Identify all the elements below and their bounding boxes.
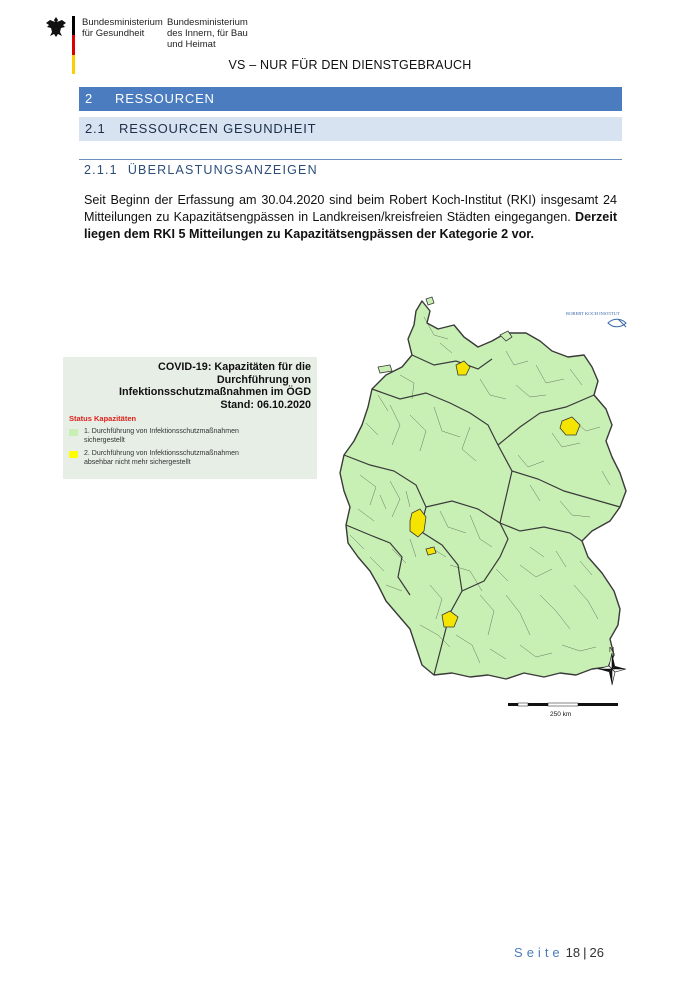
body-bold-statement: Derzeit liegen dem RKI 5 Mitteilungen zu Kapazitätsengpässen der Kategorie 2 vor. xyxy=(84,210,618,241)
section-heading-2-1-1: 2.1.1 ÜBERLASTUNGSANZEIGEN xyxy=(84,163,318,177)
section-heading-2-1: 2.1 RESSOURCEN GESUNDHEIT xyxy=(79,117,622,141)
total-pages: 26 xyxy=(589,945,604,960)
heading-divider xyxy=(79,159,622,160)
classification-label: VS – NUR FÜR DEN DIENSTGEBRAUCH xyxy=(228,58,472,72)
scale-bar xyxy=(508,703,618,706)
page-number: 18 xyxy=(565,945,581,960)
north-label: N xyxy=(609,647,615,654)
legend-swatch-yellow xyxy=(69,451,78,458)
legend-item-sichergestellt: 1. Durchführung von Infektionsschutzmaßnahmen sichergestellt xyxy=(69,428,311,445)
legend-title: COVID-19: Kapazitäten für die Durchführung von Infektionsschutzmaßnahmen im ÖGD Stand: 06.10.2020 xyxy=(119,361,311,411)
legend-status-label: Status Kapazitäten xyxy=(69,414,137,423)
body-paragraph: Seit Beginn der Erfassung am 30.04.2020 sind beim Robert Koch-Institut (RKI) insgesamt 24 Mitteilungen zu Kapazitätsengpässen in Landkreisen/kreisfreien Städten eingegangen. Derzeit liegen dem RKI 5 Mitteilungen zu Kapazitätsengpässen der Kategorie 2 vor. xyxy=(84,193,618,241)
map-legend xyxy=(63,357,317,479)
germany-outline xyxy=(340,301,626,679)
ministry-health-logo-text: Bundesministerium für Gesundheit xyxy=(82,17,163,39)
section-heading-2: 2 RESSOURCEN xyxy=(79,87,622,111)
ministry-interior-logo-text: Bundesministerium des Innern, für Bau und Heimat xyxy=(167,17,248,50)
rki-logo-icon xyxy=(608,319,626,327)
page-word: Seite xyxy=(514,945,564,960)
page-footer xyxy=(514,945,604,960)
legend-item-nicht-sichergestellt: 2. Durchführung von Infektionsschutzmaßnahmen absehbar nicht mehr sichergestellt xyxy=(69,450,311,467)
germany-district-map xyxy=(330,295,640,725)
page-separator: | xyxy=(583,945,587,960)
federal-eagle-icon xyxy=(44,15,68,39)
scale-label: 250 km xyxy=(550,711,572,718)
legend-swatch-green xyxy=(69,429,78,436)
island xyxy=(426,297,434,305)
island xyxy=(378,365,392,373)
rki-label: ROBERT KOCH INSTITUT xyxy=(566,311,620,316)
